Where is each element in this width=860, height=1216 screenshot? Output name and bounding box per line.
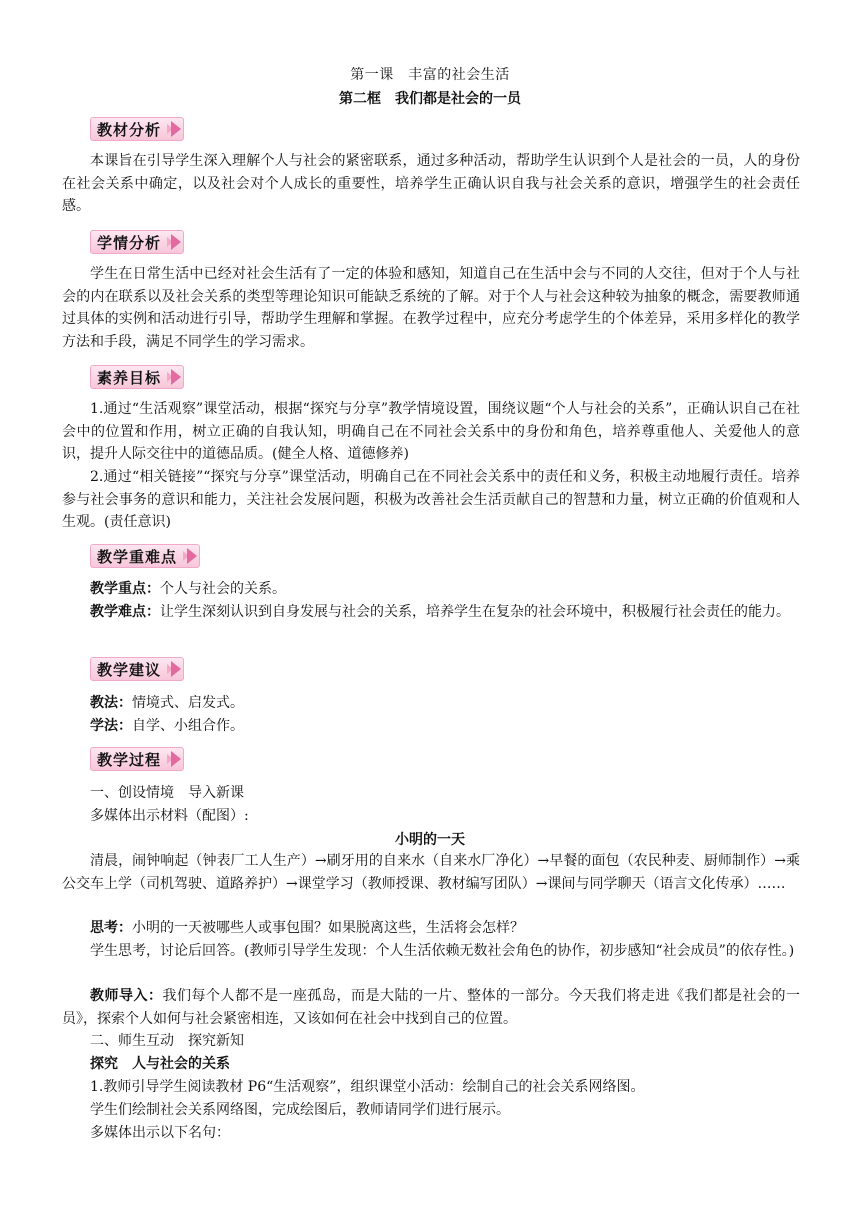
media-quotes-line: 多媒体出示以下名句： [90,1125,230,1141]
heading-label: 教材分析 [97,120,162,139]
explore-item-2: 学生们绘制社会关系网络图，完成绘图后，教师请同学们进行展示。 [90,1102,510,1118]
arrow-icon [171,234,181,250]
explore-title: 探究 人与社会的关系 [90,1056,230,1072]
heading-label: 教学过程 [97,750,162,769]
heading-label: 教学重难点 [97,547,178,566]
process-step-1: 一、创设情境 导入新课 [90,785,244,801]
process-step-2: 二、师生互动 探究新知 [90,1033,244,1049]
arrow-icon [171,751,181,767]
lesson-title: 第一课 丰富的社会生活 [350,67,510,83]
goal-item-1: 1.通过“生活观察”课堂活动，根据“探究与分享”教学情境设置，围绕议题“个人与社会的关系”，正确认识自己在社会中的位置和作用，树立正确的自我认知，明确自己在不同社会关系中的身份和角色，培养尊重他人、关爱他人的意识，提升人际交往中的道德品质。(健全人格、道德修养) [62,401,800,462]
focus-text: 个人与社会的关系。 [160,581,286,597]
media-material-line: 多媒体出示材料（配图）: [90,808,249,824]
teach-method-line [90,692,244,715]
teach-method-text: 情境式、启发式。 [132,695,244,711]
think-line [90,917,524,940]
heading-badge-material [90,118,184,140]
heading-label: 教学建议 [97,660,162,679]
learn-method-text: 自学、小组合作。 [132,718,244,734]
focus-line [90,578,286,601]
heading-badge-suggestions [90,658,184,680]
answer-paragraph: 学生思考，讨论后回答。(教师引导学生发现：个人生活依赖无数社会角色的协作，初步感知“社会成员”的依存性。) [90,943,795,959]
goal-item-2: 2.通过“相关链接”“探究与分享”课堂活动，明确自己在不同社会关系中的责任和义务，积极主动地履行责任。培养参与社会事务的意识和能力，关注社会发展问题，积极为改善社会生活贡献自己的智慧和力量，树立正确的价值观和人生观。(责任意识) [62,469,800,530]
focus-label: 教学重点： [90,581,160,597]
difficulty-paragraph [62,601,800,624]
explore-item-1: 1.教师引导学生阅读教材 P6“生活观察”，组织课堂小活动：绘制自己的社会关系网络图。 [90,1079,645,1095]
think-text: 小明的一天被哪些人或事包围？如果脱离这些，生活将会怎样？ [132,920,524,936]
intro-paragraph [62,985,800,1030]
teach-method-label: 教法： [90,695,132,711]
heading-badge-key-points [90,545,200,567]
material-paragraph: 本课旨在引导学生深入理解个人与社会的紧密联系，通过多种活动，帮助学生认识到个人是社会的一员，人的身份在社会关系中确定，以及社会对个人成长的重要性，培养学生正确认识自我与社会关系的意识，增强学生的社会责任感。 [62,153,800,214]
heading-label: 学情分析 [97,233,162,252]
arrow-icon [171,661,181,677]
heading-badge-students [90,231,184,253]
learn-method-line [90,715,244,738]
heading-badge-goals [90,366,184,388]
section-title: 第二框 我们都是社会的一员 [339,91,521,107]
heading-badge-process [90,748,184,770]
arrow-icon [171,121,181,137]
heading-label: 素养目标 [97,368,162,387]
intro-text: 我们每个人都不是一座孤岛，而是大陆的一片、整体的一部分。今天我们将走进《我们都是社会的一员》，探索个人如何与社会紧密相连，又该如何在社会中找到自己的位置。 [62,988,800,1027]
story-title: 小明的一天 [395,832,465,848]
students-paragraph: 学生在日常生活中已经对社会生活有了一定的体验和感知，知道自己在生活中会与不同的人交往，但对于个人与社会的内在联系以及社会关系的类型等理论知识可能缺乏系统的了解。对于个人与社会这种较为抽象的概念，需要教师通过具体的实例和活动进行引导，帮助学生理解和掌握。在教学过程中，应充分考虑学生的个体差异，采用多样化的教学方法和手段，满足不同学生的学习需求。 [62,266,800,350]
think-label: 思考： [90,920,132,936]
difficulty-text: 让学生深刻认识到自身发展与社会的关系，培养学生在复杂的社会环境中，积极履行社会责任的能力。 [160,604,790,620]
arrow-icon [171,369,181,385]
arrow-icon [187,548,197,564]
intro-label: 教师导入： [90,988,163,1004]
story-paragraph: 清晨，闹钟响起（钟表厂工人生产）→刷牙用的自来水（自来水厂净化）→早餐的面包（农民种麦、厨师制作）→乘公交车上学（司机驾驶、道路养护）→课堂学习（教师授课、教材编写团队）→课间与同学聊天（语言文化传承）…… [62,853,800,892]
learn-method-label: 学法： [90,718,132,734]
difficulty-label: 教学难点： [90,604,160,620]
